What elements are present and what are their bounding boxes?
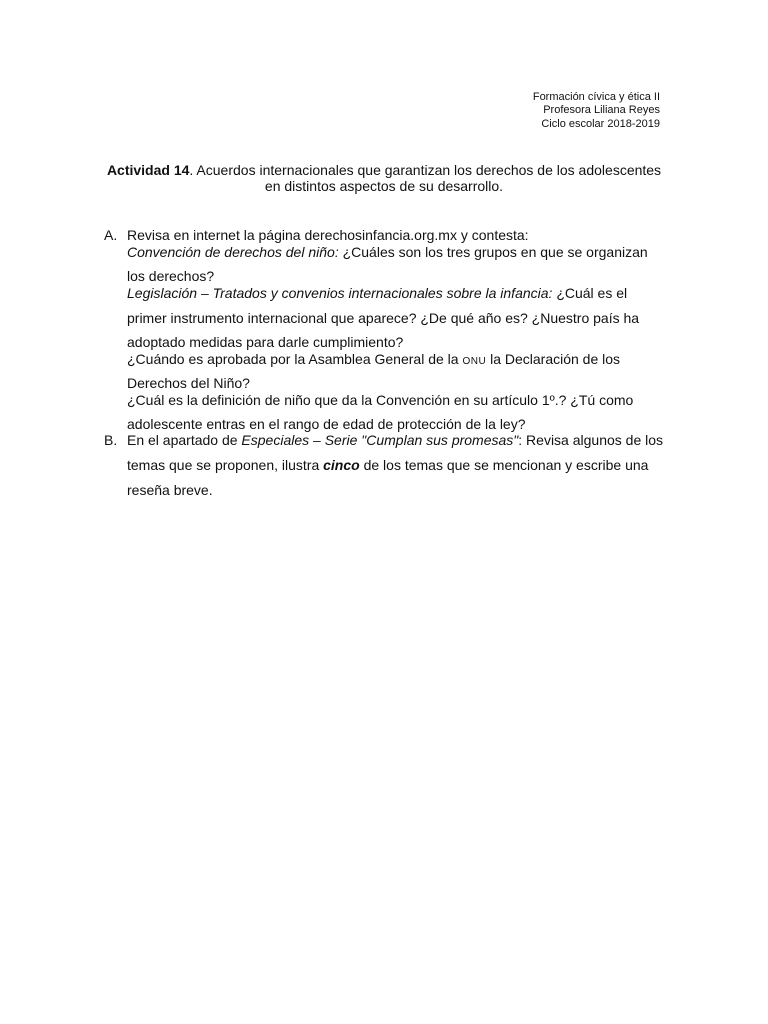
question-2-continuation-2: adoptado medidas para darle cumplimiento? (127, 334, 404, 350)
question-1 (127, 243, 670, 268)
question-1-text: ¿Cuáles son los tres grupos en que se organizan (338, 244, 648, 260)
instruction-list (100, 227, 670, 498)
question-3-pre: ¿Cuándo es aprobada por la Asamblea General de la (127, 351, 463, 367)
question-1-label: Convención de derechos del niño: (127, 244, 339, 260)
subject-name: Formación cívica y ética II (532, 91, 660, 103)
item-b-line2-pre: temas que se proponen, ilustra (127, 457, 324, 473)
question-2-label: Legislación – Tratados y convenios internacionales sobre la infancia: (127, 285, 553, 301)
item-b-emphasis: cinco (323, 457, 360, 473)
item-b-pre: En el apartado de (127, 432, 242, 448)
list-item-b (100, 432, 670, 498)
question-4-continuation: adolescente entras en el rango de edad de protección de la ley? (127, 416, 526, 432)
item-b-section: Especiales – Serie "Cumplan sus promesas" (241, 432, 519, 448)
question-3-post: la Declaración de los (486, 351, 621, 367)
question-3-continuation: Derechos del Niño? (127, 375, 250, 391)
activity-number: Actividad 14 (106, 162, 190, 178)
question-1-continuation: los derechos? (127, 268, 215, 284)
question-4: ¿Cuál es la definición de niño que da la Convención en su artículo 1º.? ¿Tú como (127, 392, 634, 408)
teacher-name: Profesora Liliana Reyes (543, 104, 660, 117)
item-b-line-1 (127, 432, 670, 457)
document-header (533, 91, 660, 131)
question-2-text: ¿Cuál es el (552, 285, 628, 301)
activity-title-line2: en distintos aspectos de su desarrollo. (264, 178, 504, 194)
activity-title-text: . Acuerdos internacionales que garantizan los derechos de los adolescentes (189, 162, 662, 178)
item-b-post: : Revisa algunos de los (518, 432, 664, 448)
item-a-intro: Revisa en internet la página derechosinfancia.org.mx y contesta: (127, 227, 529, 243)
school-year: Ciclo escolar 2018-2019 (541, 117, 660, 130)
item-b-line-3: reseña breve. (127, 482, 213, 498)
question-2 (127, 284, 670, 309)
item-b-line2-post: de los temas que se mencionan y escribe una (359, 457, 649, 473)
question-2-continuation-1: primer instrumento internacional que aparece? ¿De qué año es? ¿Nuestro país ha (127, 310, 640, 326)
list-marker-b: B. (104, 432, 118, 448)
list-marker-a: A. (104, 227, 118, 243)
item-b-line-2 (127, 457, 670, 482)
list-item-a (100, 227, 670, 432)
question-3-onu: ONU (462, 356, 487, 367)
question-3 (127, 350, 670, 375)
activity-title (90, 162, 678, 194)
